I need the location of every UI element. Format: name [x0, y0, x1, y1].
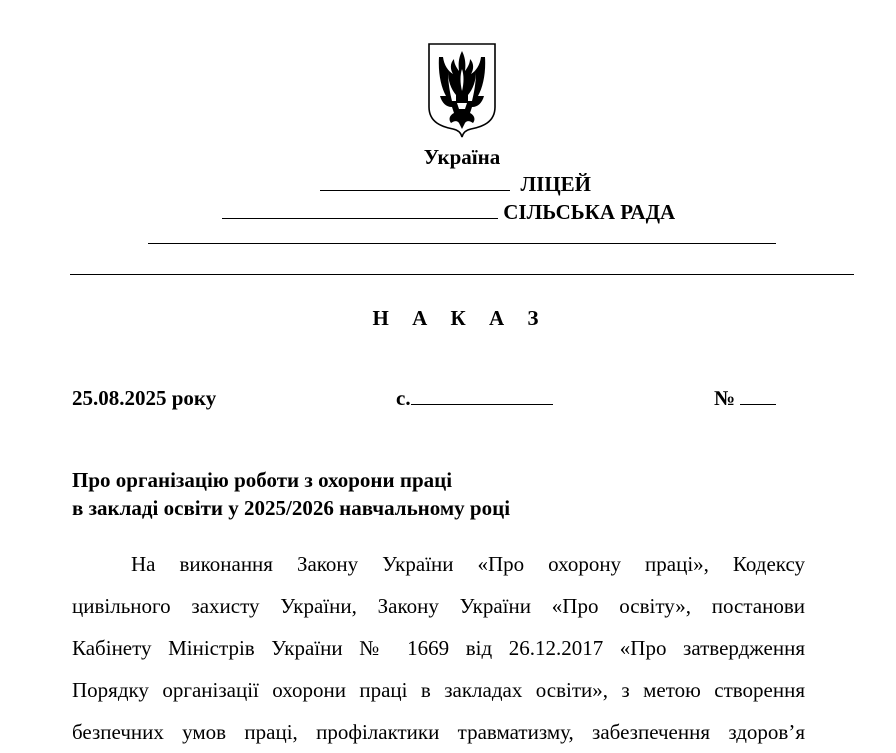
body-line: цивільного захисту України, Закону України «Про освіту», постанови [72, 594, 805, 618]
council-line [222, 200, 675, 224]
body-line: безпечних умов праці, профілактики травматизму, забезпечення здоров’я [72, 720, 805, 744]
order-village [396, 386, 553, 411]
body-line: На виконання Закону України «Про охорону праці», Кодексу [131, 552, 805, 576]
order-date: 25.08.2025 року [72, 386, 217, 410]
header-blank-line [148, 243, 776, 244]
order-subject [72, 466, 510, 522]
council-name-blank [222, 200, 498, 219]
village-blank [411, 386, 553, 405]
subject-line: в закладі освіти у 2025/2026 навчальному році [72, 496, 511, 520]
body-line: Порядку організації охорони праці в закладах освіти», з метою створення [72, 678, 805, 702]
village-prefix: с. [396, 386, 411, 410]
order-body [72, 543, 805, 753]
body-line: Кабінету Міністрів України № 1669 від 26.12.2017 «Про затвердження [72, 636, 805, 660]
coat-of-arms-icon [426, 41, 498, 139]
institution-name-blank [320, 172, 510, 191]
subject-line: Про організацію роботи з охорони праці [72, 468, 453, 492]
header-divider [70, 274, 854, 275]
number-prefix: № [714, 386, 736, 410]
institution-type: ЛІЦЕЙ [520, 172, 591, 196]
order-title: Н А К А З [372, 306, 548, 330]
country-name: Україна [423, 145, 501, 169]
order-number [714, 386, 776, 411]
council-type: СІЛЬСЬКА РАДА [503, 200, 676, 224]
number-blank [740, 386, 776, 405]
institution-line [320, 172, 591, 196]
